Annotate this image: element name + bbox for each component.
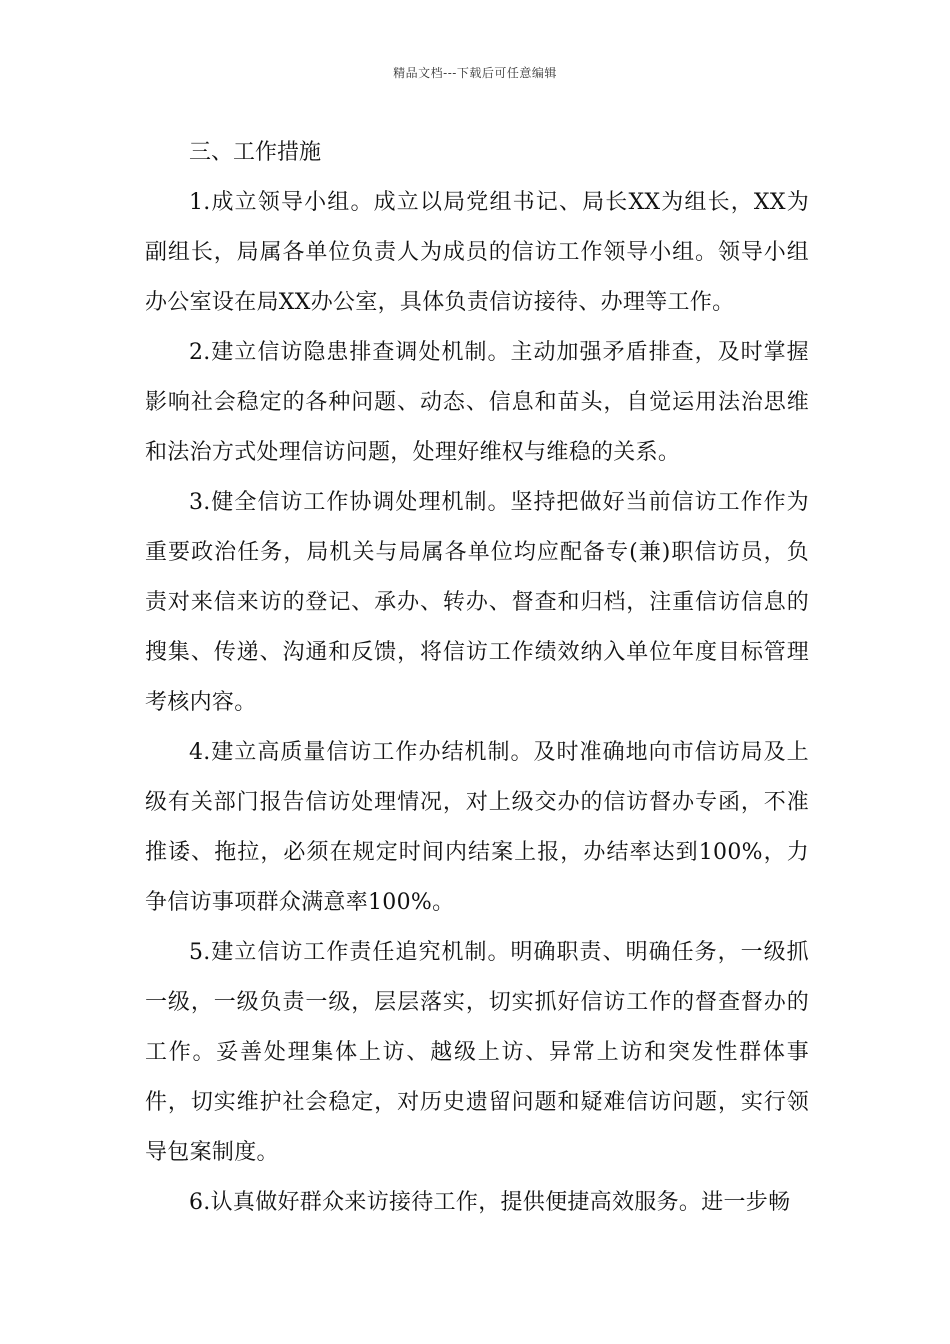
- paragraph-1: 1.成立领导小组。成立以局党组书记、局长XX为组长，XX为副组长，局属各单位负责人为成员的信访工作领导小组。领导小组办公室设在局XX办公室，具体负责信访接待、办理等工作。: [145, 190, 809, 315]
- document-body: [145, 128, 809, 1228]
- page-header: 精品文档---下载后可任意编辑: [393, 66, 557, 80]
- paragraph-6: 6.认真做好群众来访接待工作，提供便捷高效服务。进一步畅: [189, 1190, 791, 1215]
- paragraph-2: 2.建立信访隐患排查调处机制。主动加强矛盾排查，及时掌握影响社会稳定的各种问题、动态、信息和苗头，自觉运用法治思维和法治方式处理信访问题，处理好维权与维稳的关系。: [145, 340, 809, 465]
- paragraph-3: 3.健全信访工作协调处理机制。坚持把做好当前信访工作作为重要政治任务，局机关与局属各单位均应配备专(兼)职信访员，负责对来信来访的登记、承办、转办、督查和归档，注重信访信息的搜集、传递、沟通和反馈，将信访工作绩效纳入单位年度目标管理考核内容。: [145, 490, 809, 715]
- paragraph-5: 5.建立信访工作责任追究机制。明确职责、明确任务，一级抓一级，一级负责一级，层层落实，切实抓好信访工作的督查督办的工作。妥善处理集体上访、越级上访、异常上访和突发性群体事件，切实维护社会稳定，对历史遗留问题和疑难信访问题，实行领导包案制度。: [145, 940, 809, 1165]
- paragraph-4: 4.建立高质量信访工作办结机制。及时准确地向市信访局及上级有关部门报告信访处理情况，对上级交办的信访督办专函，不准推诿、拖拉，必须在规定时间内结案上报，办结率达到100%，力争信访事项群众满意率100%。: [145, 740, 809, 915]
- section-heading: 三、工作措施: [189, 140, 322, 165]
